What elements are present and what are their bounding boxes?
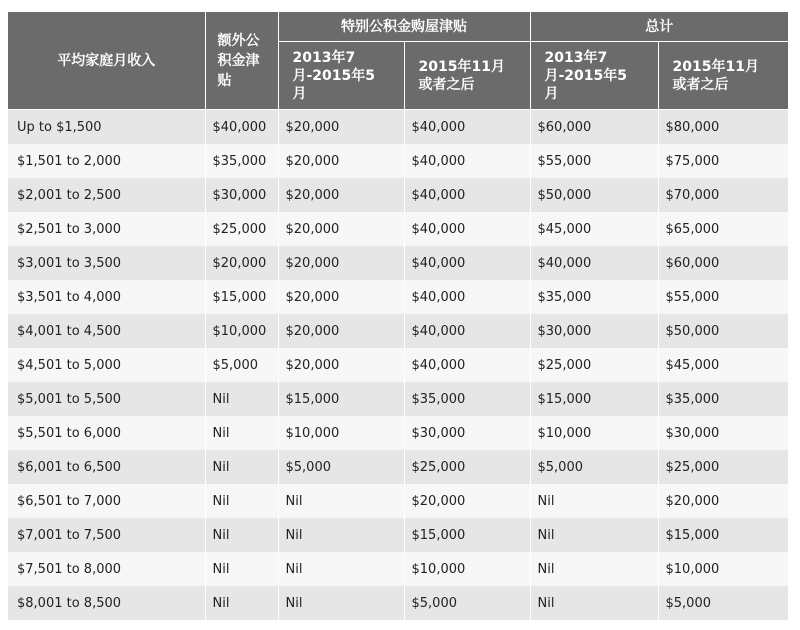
total-period-a-cell: Nil (530, 552, 658, 586)
special-period-a-cell: $20,000 (278, 144, 404, 178)
table-row (8, 450, 788, 484)
table-row (8, 246, 788, 280)
income-cell: $6,501 to 7,000 (8, 484, 205, 518)
special-period-a-cell: $20,000 (278, 178, 404, 212)
total-period-b-cell: $15,000 (658, 518, 788, 552)
total-period-a-cell: $50,000 (530, 178, 658, 212)
extra-grant-cell: Nil (205, 518, 278, 552)
income-cell: Up to $1,500 (8, 110, 205, 145)
total-period-a-cell: Nil (530, 518, 658, 552)
special-period-b-cell: $40,000 (404, 212, 530, 246)
special-period-b-cell: $20,000 (404, 484, 530, 518)
income-cell: $5,501 to 6,000 (8, 416, 205, 450)
extra-grant-cell: $30,000 (205, 178, 278, 212)
total-period-b-cell: $50,000 (658, 314, 788, 348)
total-period-a-cell: $10,000 (530, 416, 658, 450)
special-period-b-cell: $40,000 (404, 314, 530, 348)
table-row (8, 586, 788, 620)
header-special-period-a (278, 42, 404, 110)
extra-grant-cell: $5,000 (205, 348, 278, 382)
special-period-a-cell: $20,000 (278, 246, 404, 280)
total-period-b-cell: $55,000 (658, 280, 788, 314)
special-period-b-cell: $35,000 (404, 382, 530, 416)
income-cell: $5,001 to 5,500 (8, 382, 205, 416)
total-period-b-cell: $30,000 (658, 416, 788, 450)
grant-table (8, 12, 788, 620)
income-cell: $2,501 to 3,000 (8, 212, 205, 246)
income-cell: $7,001 to 7,500 (8, 518, 205, 552)
income-cell: $4,501 to 5,000 (8, 348, 205, 382)
header-special-period-a-label: 2013年7月-2015年5月 (292, 49, 376, 102)
special-period-a-cell: Nil (278, 484, 404, 518)
extra-grant-cell: Nil (205, 484, 278, 518)
total-period-a-cell: $30,000 (530, 314, 658, 348)
extra-grant-cell: Nil (205, 450, 278, 484)
total-period-a-cell: $5,000 (530, 450, 658, 484)
total-period-a-cell: Nil (530, 484, 658, 518)
extra-grant-cell: Nil (205, 586, 278, 620)
header-total: 总计 (530, 12, 788, 42)
header-total-period-a (530, 42, 658, 110)
header-special-period-b-label: 2015年11月或者之后 (418, 58, 505, 93)
total-period-b-cell: $65,000 (658, 212, 788, 246)
table-row (8, 552, 788, 586)
extra-grant-cell: Nil (205, 552, 278, 586)
table-row (8, 518, 788, 552)
table-row (8, 416, 788, 450)
special-period-b-cell: $40,000 (404, 110, 530, 145)
table-row (8, 178, 788, 212)
extra-grant-cell: $25,000 (205, 212, 278, 246)
table-header (8, 12, 788, 110)
special-period-a-cell: $10,000 (278, 416, 404, 450)
table-row (8, 348, 788, 382)
total-period-b-cell: $45,000 (658, 348, 788, 382)
income-cell: $3,001 to 3,500 (8, 246, 205, 280)
header-extra-grant-label: 额外公积金津贴 (217, 32, 260, 89)
table-row (8, 144, 788, 178)
header-total-period-b (658, 42, 788, 110)
extra-grant-cell: $10,000 (205, 314, 278, 348)
income-cell: $3,501 to 4,000 (8, 280, 205, 314)
total-period-a-cell: $25,000 (530, 348, 658, 382)
extra-grant-cell: $15,000 (205, 280, 278, 314)
special-period-a-cell: $20,000 (278, 110, 404, 145)
special-period-b-cell: $40,000 (404, 348, 530, 382)
special-period-a-cell: Nil (278, 552, 404, 586)
table-row (8, 212, 788, 246)
table-row (8, 382, 788, 416)
income-cell: $7,501 to 8,000 (8, 552, 205, 586)
header-extra-grant (205, 12, 278, 110)
total-period-b-cell: $75,000 (658, 144, 788, 178)
total-period-b-cell: $70,000 (658, 178, 788, 212)
special-period-a-cell: $20,000 (278, 314, 404, 348)
total-period-b-cell: $25,000 (658, 450, 788, 484)
header-special-grant: 特别公积金购屋津贴 (278, 12, 530, 42)
total-period-b-cell: $60,000 (658, 246, 788, 280)
table-row (8, 314, 788, 348)
special-period-b-cell: $5,000 (404, 586, 530, 620)
special-period-b-cell: $40,000 (404, 144, 530, 178)
header-special-period-b (404, 42, 530, 110)
table-body (8, 110, 788, 621)
total-period-b-cell: $80,000 (658, 110, 788, 145)
total-period-a-cell: $35,000 (530, 280, 658, 314)
extra-grant-cell: $35,000 (205, 144, 278, 178)
total-period-b-cell: $20,000 (658, 484, 788, 518)
total-period-b-cell: $5,000 (658, 586, 788, 620)
header-total-period-b-label: 2015年11月或者之后 (672, 58, 759, 93)
special-period-b-cell: $40,000 (404, 178, 530, 212)
total-period-a-cell: $15,000 (530, 382, 658, 416)
income-cell: $8,001 to 8,500 (8, 586, 205, 620)
total-period-a-cell: $45,000 (530, 212, 658, 246)
income-cell: $2,001 to 2,500 (8, 178, 205, 212)
total-period-a-cell: $40,000 (530, 246, 658, 280)
extra-grant-cell: $20,000 (205, 246, 278, 280)
header-total-period-a-label: 2013年7月-2015年5月 (544, 49, 628, 102)
special-period-b-cell: $30,000 (404, 416, 530, 450)
table-row (8, 280, 788, 314)
special-period-b-cell: $25,000 (404, 450, 530, 484)
extra-grant-cell: Nil (205, 382, 278, 416)
income-cell: $6,001 to 6,500 (8, 450, 205, 484)
total-period-a-cell: $55,000 (530, 144, 658, 178)
table-row (8, 484, 788, 518)
special-period-a-cell: $20,000 (278, 212, 404, 246)
special-period-b-cell: $40,000 (404, 280, 530, 314)
special-period-a-cell: $15,000 (278, 382, 404, 416)
income-cell: $4,001 to 4,500 (8, 314, 205, 348)
special-period-a-cell: $20,000 (278, 280, 404, 314)
special-period-b-cell: $40,000 (404, 246, 530, 280)
total-period-b-cell: $10,000 (658, 552, 788, 586)
total-period-a-cell: Nil (530, 586, 658, 620)
total-period-a-cell: $60,000 (530, 110, 658, 145)
special-period-a-cell: Nil (278, 586, 404, 620)
special-period-a-cell: $20,000 (278, 348, 404, 382)
special-period-b-cell: $10,000 (404, 552, 530, 586)
special-period-b-cell: $15,000 (404, 518, 530, 552)
total-period-b-cell: $35,000 (658, 382, 788, 416)
table-row (8, 110, 788, 145)
income-cell: $1,501 to 2,000 (8, 144, 205, 178)
header-income: 平均家庭月收入 (8, 12, 205, 110)
extra-grant-cell: Nil (205, 416, 278, 450)
extra-grant-cell: $40,000 (205, 110, 278, 145)
special-period-a-cell: $5,000 (278, 450, 404, 484)
special-period-a-cell: Nil (278, 518, 404, 552)
